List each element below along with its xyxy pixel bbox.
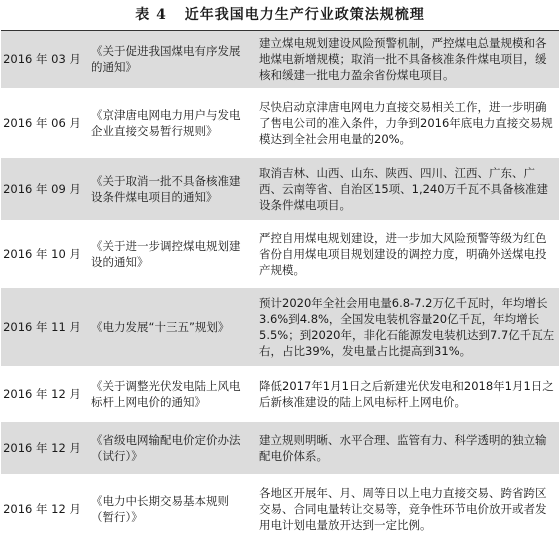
row-policy-content: 各地区开展年、月、周等日以上电力直接交易、跨省跨区交易、合同电量转让交易等，竞争性环节电价放开或者发用电计划电量放开达到一定比例。: [251, 475, 559, 543]
table-row: [1, 421, 559, 475]
table-row: [1, 221, 559, 287]
row-policy-content: 取消吉林、山西、山东、陕西、四川、江西、广东、广西、云南等省、自治区15项、1,240万千瓦不具备核准建设条件煤电项目。: [251, 157, 559, 221]
row-policy-content: 尽快启动京津唐电网电力直接交易相关工作，进一步明确了售电公司的准入条件，力争到2016年底电力直接交易规模达到全社会用电量的20%。: [251, 89, 559, 157]
table-row: [1, 31, 559, 89]
row-policy-name: 《关于进一步调控煤电规划建设的通知》: [83, 221, 251, 287]
row-policy-name: 《电力中长期交易基本规则（暂行）》: [83, 475, 251, 543]
row-date: 2016 年 03 月: [1, 31, 83, 89]
table-row: [1, 475, 559, 543]
row-policy-content: 降低2017年1月1日之后新建光伏发电和2018年1月1日之后新核准建设的陆上风电标杆上网电价。: [251, 367, 559, 421]
row-date: 2016 年 12 月: [1, 421, 83, 475]
row-policy-name: 《省级电网输配电价定价办法（试行）》: [83, 421, 251, 475]
policy-table: [1, 30, 559, 543]
row-policy-name: 《京津唐电网电力用户与发电企业直接交易暂行规则》: [83, 89, 251, 157]
row-policy-content: 严控自用煤电规划建设，进一步加大风险预警等级为红色省份自用煤电项目规划建设的调控力度，明确外送煤电投产规模。: [251, 221, 559, 287]
table-title-text: 近年我国电力生产行业政策法规梳理: [184, 7, 425, 23]
row-date: 2016 年 06 月: [1, 89, 83, 157]
row-policy-content: 预计2020年全社会用电量6.8-7.2万亿千瓦时，年均增长3.6%到4.8%，全国发电装机容量20亿千瓦，年均增长5.5%；到2020年，非化石能源发电装机达到7.7亿千瓦左右，占比39%，发电量占比提高到31%。: [251, 287, 559, 367]
row-date: 2016 年 10 月: [1, 221, 83, 287]
row-policy-name: 《关于取消一批不具备核准建设条件煤电项目的通知》: [83, 157, 251, 221]
table-row: [1, 157, 559, 221]
row-policy-content: 建立规则明晰、水平合理、监管有力、科学透明的独立输配电价体系。: [251, 421, 559, 475]
row-policy-name: 《关于促进我国煤电有序发展的通知》: [83, 31, 251, 89]
row-date: 2016 年 09 月: [1, 157, 83, 221]
table-title: [0, 0, 560, 30]
table-label: 表 4: [135, 7, 167, 23]
row-policy-name: 《电力发展“十三五”规划》: [83, 287, 251, 367]
table-row: [1, 287, 559, 367]
row-date: 2016 年 12 月: [1, 475, 83, 543]
row-policy-name: 《关于调整光伏发电陆上风电标杆上网电价的通知》: [83, 367, 251, 421]
row-date: 2016 年 12 月: [1, 367, 83, 421]
table-row: [1, 367, 559, 421]
row-date: 2016 年 11 月: [1, 287, 83, 367]
row-policy-content: 建立煤电规划建设风险预警机制，严控煤电总量规模和各地煤电新增规模；取消一批不具备核准条件煤电项目，缓核和缓建一批电力盈余省份煤电项目。: [251, 31, 559, 89]
table-row: [1, 89, 559, 157]
